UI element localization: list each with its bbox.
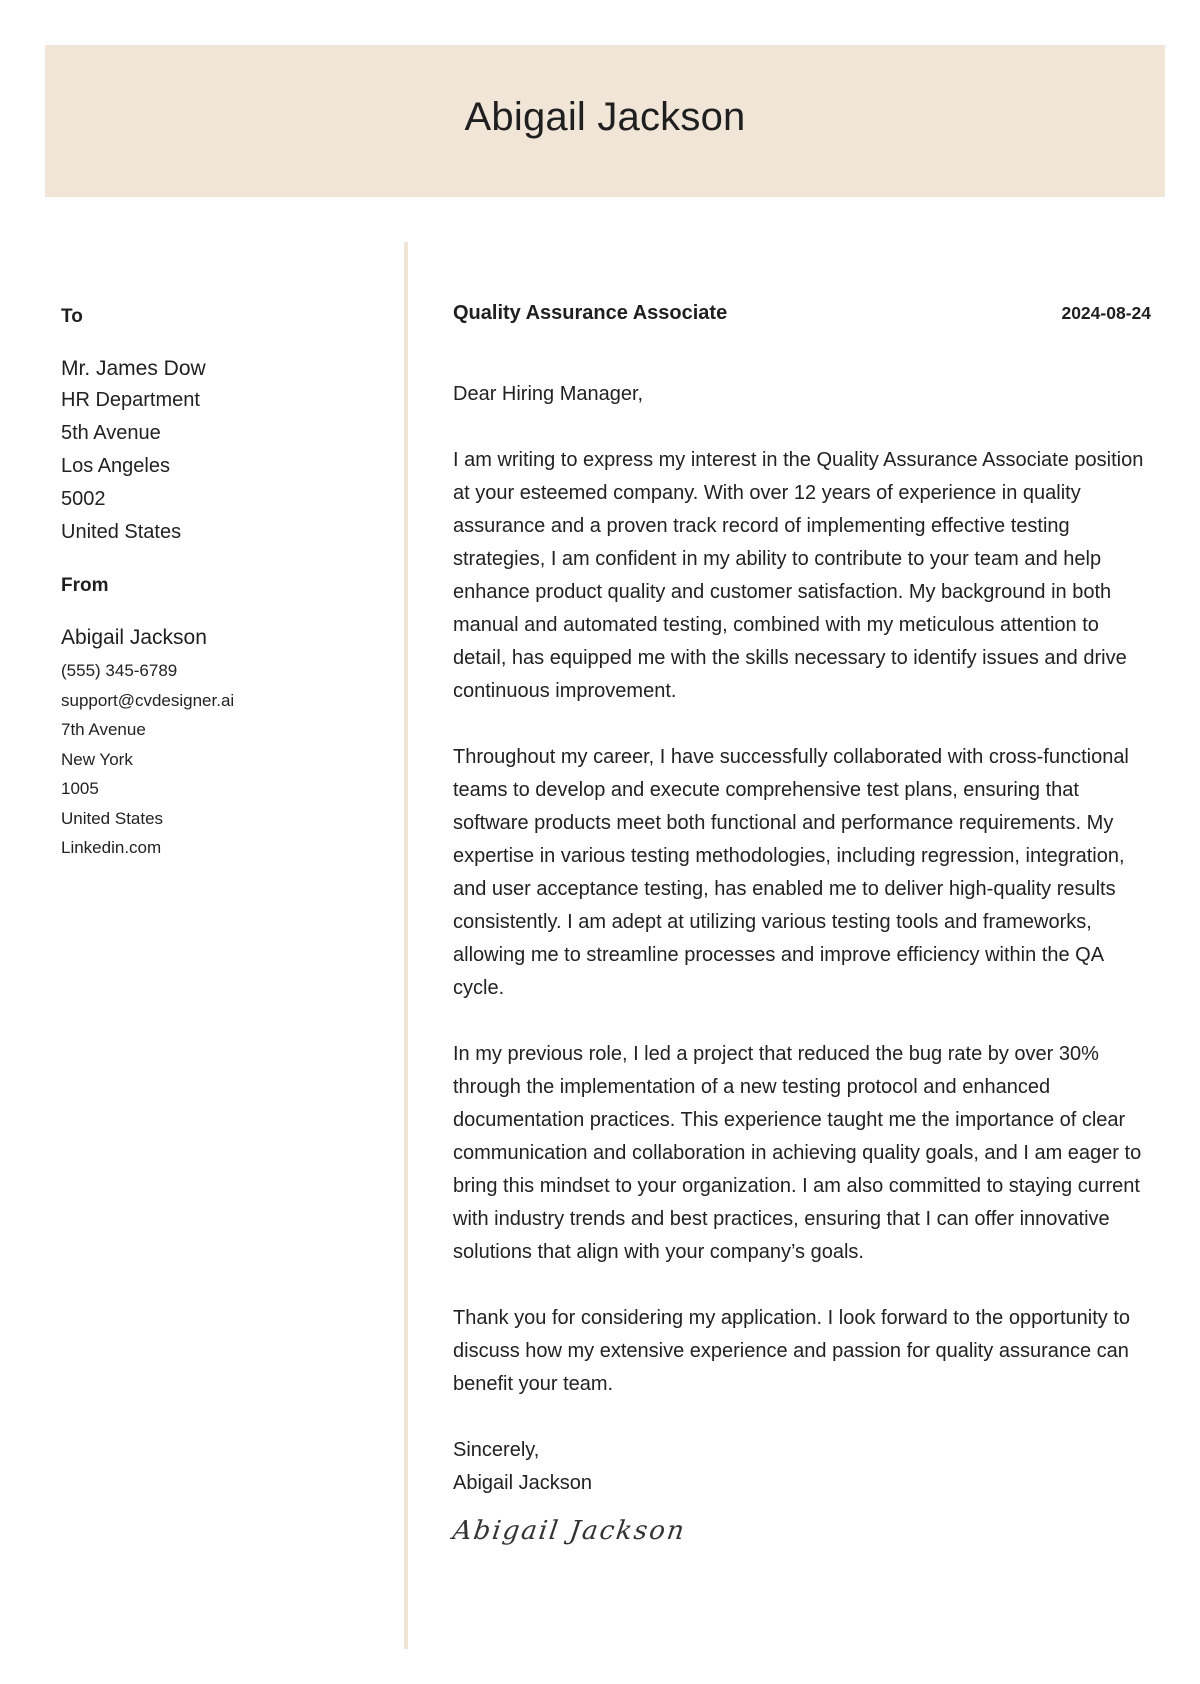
recipient-street: 5th Avenue [61,422,161,444]
sender-website: Linkedin.com [61,838,162,857]
sender-phone: (555) 345-6789 [61,661,178,680]
recipient-department: HR Department [61,389,200,411]
recipient-name: Mr. James Dow [61,357,206,380]
recipient-country: United States [61,521,182,543]
column-divider [404,242,408,1649]
paragraph-2: Throughout my career, I have successfully collaborated with cross-functional teams to develop and execute comprehensive test plans, ensuring that software products meet both functional and performance requirements. My expertise in various testing methodologies, including regression, integration, and user acceptance testing, has enabled me to deliver high-quality results consistently. I am adept at utilizing various testing tools and frameworks, allowing me to streamline processes and improve efficiency within the QA cycle. [453,746,1129,999]
job-title: Quality Assurance Associate [453,302,728,324]
closing: Sincerely, [453,1439,540,1461]
sender-block [61,623,381,863]
sender-name: Abigail Jackson [61,626,207,649]
page-title: Abigail Jackson [464,94,746,139]
contact-column [61,302,381,863]
paragraph-3: In my previous role, I led a project that reduced the bug rate by over 30% through the implementation of a new testing protocol and enhanced documentation practices. This experience taught me the importance of clear communication and collaboration in achieving quality goals, and I am eager to bring this mindset to your organization. I am also committed to staying current with industry trends and best practices, ensuring that I can offer innovative solutions that align with your company’s goals. [453,1043,1142,1263]
letter-body [453,378,1151,1401]
sender-email: support@cvdesigner.ai [61,690,235,710]
salutation: Dear Hiring Manager, [453,383,644,405]
recipient-label: To [61,306,83,327]
letter-date: 2024-08-24 [1061,303,1151,323]
recipient-postal-code: 5002 [61,488,106,510]
sender-country: United States [61,808,164,828]
sender-postal-code: 1005 [61,779,99,798]
header-band [45,45,1165,197]
recipient-block [61,354,381,549]
letter-column [450,302,1151,1546]
paragraph-4: Thank you for considering my application. I look forward to the opportunity to discuss how my extensive experience and passion for quality assurance can benefit your team. [453,1307,1131,1395]
signoff-name: Abigail Jackson [453,1472,592,1494]
sender-label: From [61,575,109,596]
paragraph-1: I am writing to express my interest in the Quality Assurance Associate position at your esteemed company. With over 12 years of experience in quality assurance and a proven track record of implementing effective testing strategies, I am confident in my ability to contribute to your team and help enhance product quality and customer satisfaction. My background in both manual and automated testing, combined with my meticulous attention to detail, has equipped me with the skills necessary to identify issues and drive continuous improvement. [453,449,1144,702]
recipient-city: Los Angeles [61,455,170,477]
sender-city: New York [61,749,133,769]
title-row [453,302,1151,332]
signature: Abigail Jackson [450,1516,688,1546]
sender-street: 7th Avenue [61,720,146,739]
